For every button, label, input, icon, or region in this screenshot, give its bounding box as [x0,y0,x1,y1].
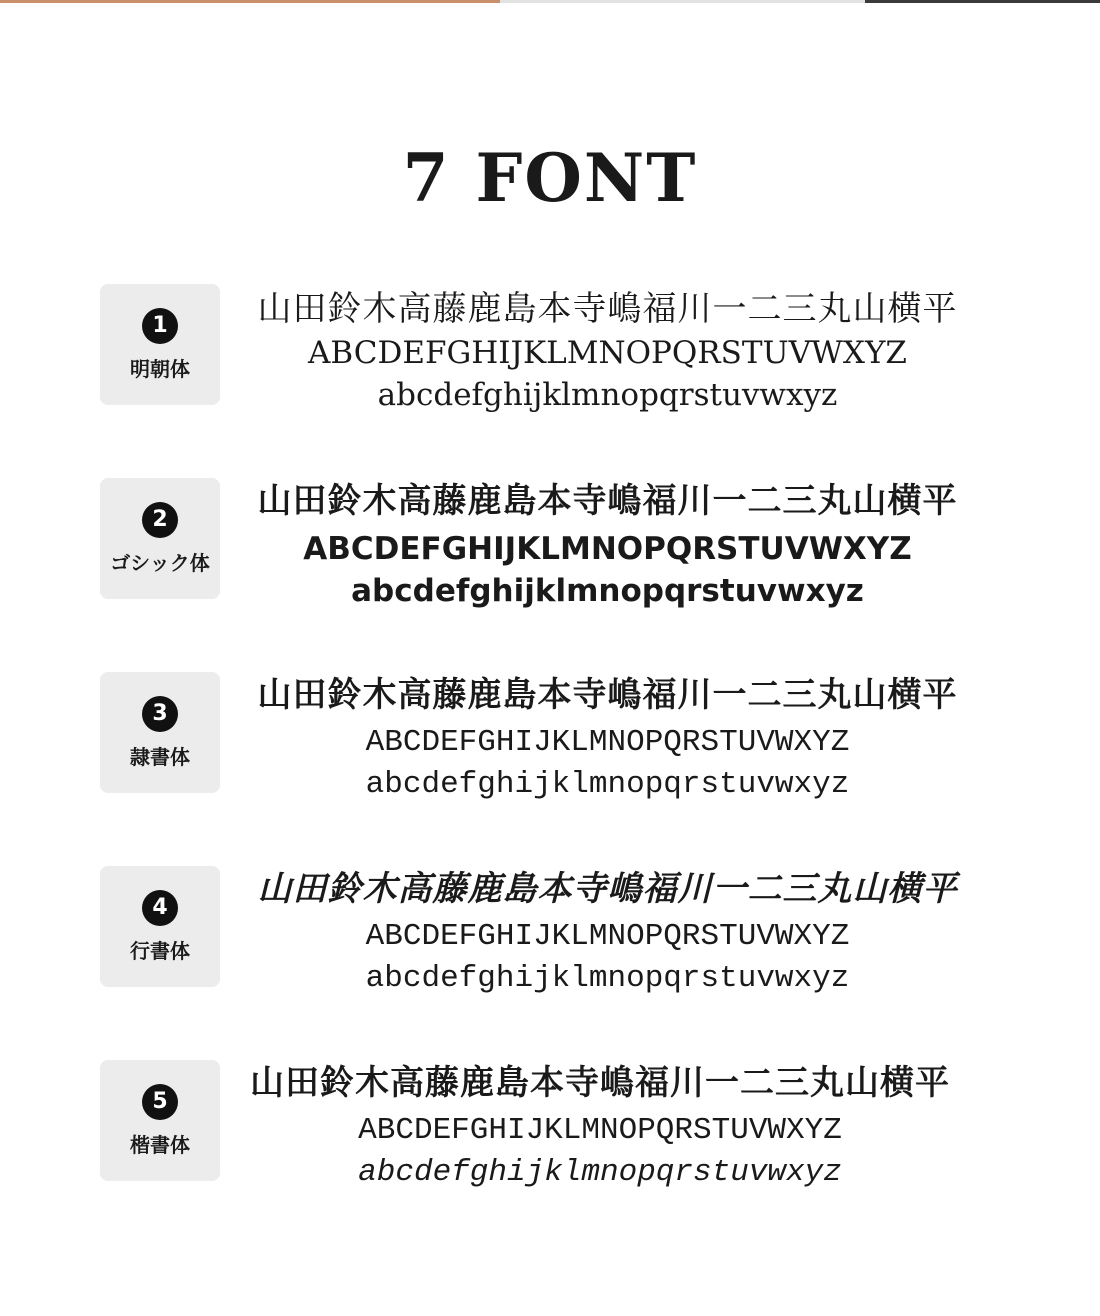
font-name: 楷書体 [130,1133,190,1157]
top-decorative-bar [0,0,1100,3]
lowercase-sample: abcdefghijklmnopqrstuvwxyz [365,961,850,996]
page-title: 7 FONT [402,139,698,217]
font-row-gothic [0,478,1100,608]
top-bar-segment [0,0,500,3]
font-name: 隷書体 [130,745,190,769]
font-badge [100,478,220,599]
uppercase-sample: ABCDEFGHIJKLMNOPQRSTUVWXYZ [365,919,850,954]
font-number: 3 [142,696,178,732]
lowercase-sample: abcdefghijklmnopqrstuvwxyz [365,767,850,802]
font-samples [230,866,985,1000]
lowercase-sample: abcdefghijklmnopqrstuvwxyz [351,573,864,609]
kanji-sample: 山田鈴木高藤鹿島本寺嶋福川一二三丸山横平 [250,1063,950,1103]
font-name: 明朝体 [130,357,190,381]
font-row-kaisho [0,1060,1100,1190]
uppercase-sample: ABCDEFGHIJKLMNOPQRSTUVWXYZ [308,335,907,371]
top-bar-segment [500,0,865,3]
font-samples [230,1060,970,1194]
kanji-sample: 山田鈴木高藤鹿島本寺嶋福川一二三丸山横平 [257,675,958,715]
lowercase-sample: abcdefghijklmnopqrstuvwxyz [377,377,838,413]
font-badge [100,672,220,793]
font-badge [100,1060,220,1181]
uppercase-sample: ABCDEFGHIJKLMNOPQRSTUVWXYZ [365,725,850,760]
font-number: 2 [142,502,178,538]
top-bar-segment [865,0,1100,3]
font-name: ゴシック体 [110,551,210,575]
uppercase-sample: ABCDEFGHIJKLMNOPQRSTUVWXYZ [358,1113,842,1148]
kanji-sample: 山田鈴木高藤鹿島本寺嶋福川一二三丸山横平 [257,289,958,329]
font-name: 行書体 [130,939,190,963]
font-number: 5 [142,1084,178,1120]
kanji-sample: 山田鈴木高藤鹿島本寺嶋福川一二三丸山横平 [257,869,958,909]
font-row-reisho [0,672,1100,802]
kanji-sample: 山田鈴木高藤鹿島本寺嶋福川一二三丸山横平 [257,481,958,521]
font-number: 4 [142,890,178,926]
font-badge [100,866,220,987]
font-row-gyosho [0,866,1100,996]
font-row-mincho [0,284,1100,414]
font-badge [100,284,220,405]
uppercase-sample: ABCDEFGHIJKLMNOPQRSTUVWXYZ [303,531,912,567]
font-number: 1 [142,308,178,344]
lowercase-sample: abcdefghijklmnopqrstuvwxyz [358,1155,842,1190]
font-samples [230,672,985,806]
font-samples [230,286,985,416]
font-samples [230,478,985,612]
